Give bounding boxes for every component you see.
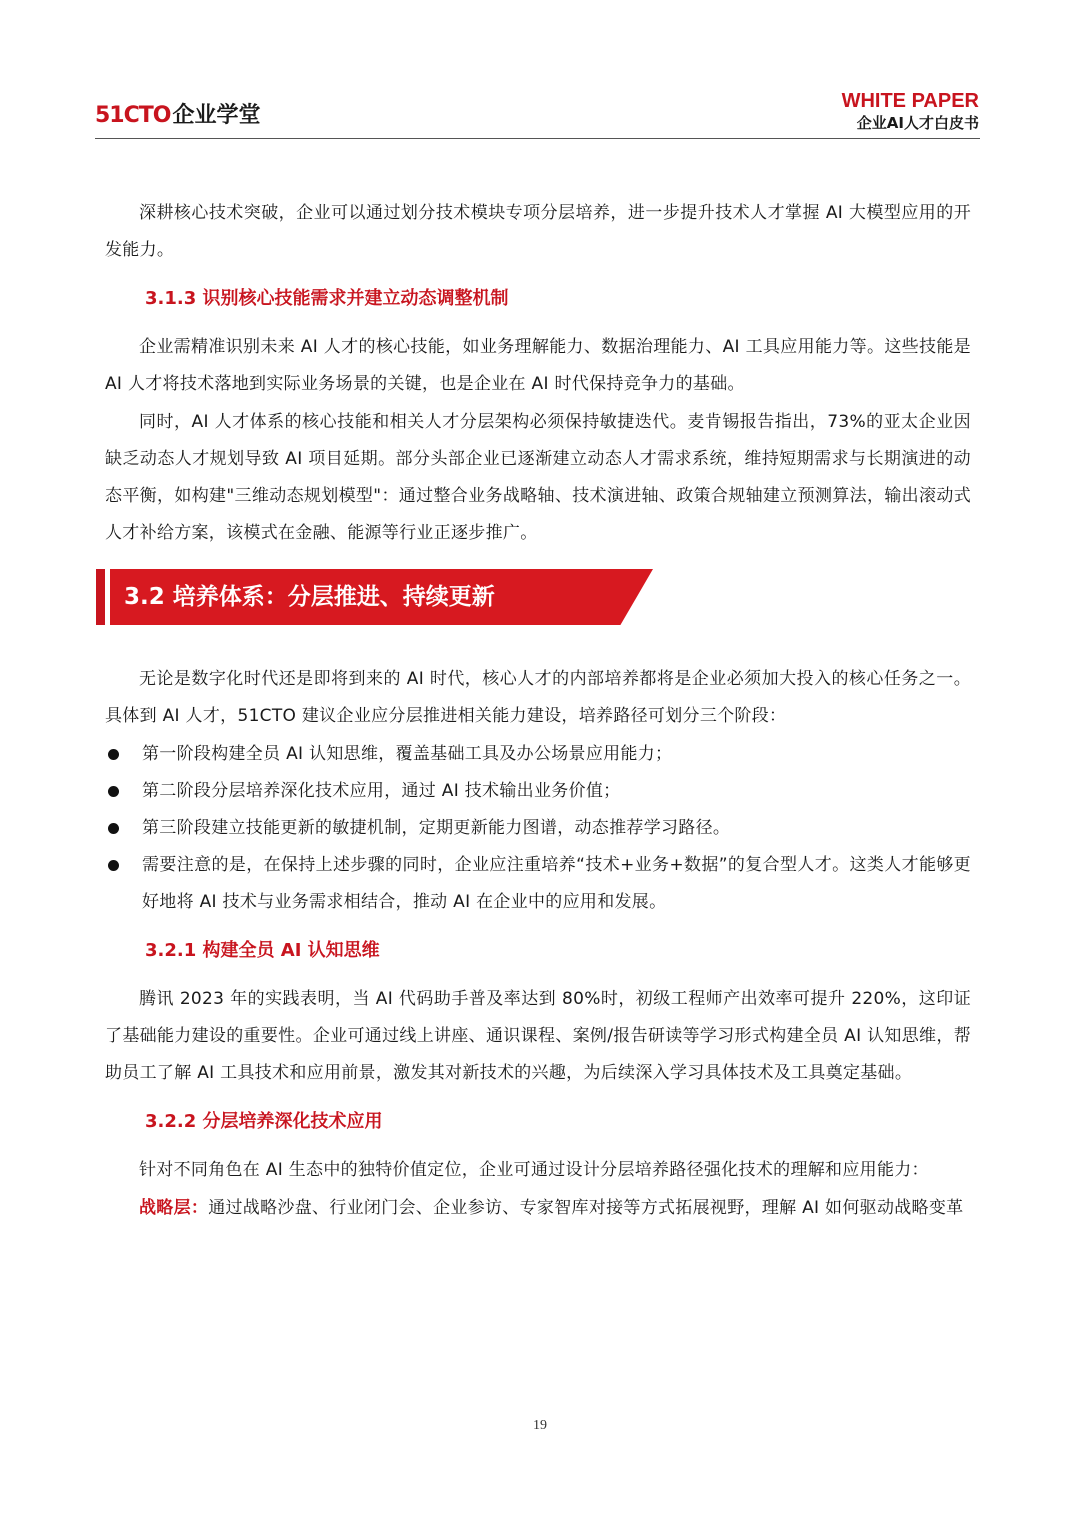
list-item-text: 第三阶段建立技能更新的敏捷机制，定期更新能力图谱，动态推荐学习路径。 <box>142 818 731 838</box>
section-3-2-paragraph: 无论是数字化时代还是即将到来的 AI 时代，核心人才的内部培养都将是企业必须加大投入的核心任务之一。具体到 AI 人才，51CTO 建议企业应分层推进相关能力建设，培养路径可划分三个阶段： <box>105 669 971 726</box>
bullet-icon <box>108 786 119 797</box>
section-3-2-2-heading: 3.2.2 分层培养深化技术应用 <box>145 1111 383 1132</box>
bullet-icon <box>108 860 119 871</box>
list-item-text: 第一阶段构建全员 AI 认知思维，覆盖基础工具及办公场景应用能力； <box>142 744 673 764</box>
list-item-text: 需要注意的是，在保持上述步骤的同时，企业应注重培养“技术+业务+数据”的复合型人才。这类人才能够更好地将 AI 技术与业务需求相结合，推动 AI 在企业中的应用和发展。 <box>142 855 971 912</box>
section-3-1-3-paragraph-1: 企业需精准识别未来 AI 人才的核心技能，如业务理解能力、数据治理能力、AI 工具应用能力等。这些技能是 AI 人才将技术落地到实际业务场景的关键，也是企业在 AI 时代保持竞争力的基础。 <box>105 337 971 394</box>
banner-accent-bar <box>96 569 105 625</box>
white-paper-label <box>842 90 979 133</box>
section-3-2-title: 3.2 培养体系：分层推进、持续更新 <box>124 584 495 610</box>
logo-brand: 51CTO <box>95 103 171 128</box>
section-3-2-1-paragraph: 腾讯 2023 年的实践表明，当 AI 代码助手普及率达到 80%时，初级工程师产出效率可提升 220%，这印证了基础能力建设的重要性。企业可通过线上讲座、通识课程、案例/报告研读等学习形式构建全员 AI 认知思维，帮助员工了解 AI 工具技术和应用前景，激发其对新技术的兴趣，为后续深入学习具体技术及工具奠定基础。 <box>105 989 971 1083</box>
section-3-2-1-heading: 3.2.1 构建全员 AI 认知思维 <box>145 940 380 961</box>
page-number: 19 <box>533 1418 547 1433</box>
white-paper-title: WHITE PAPER <box>841 90 979 112</box>
list-item <box>105 810 971 847</box>
white-paper-subtitle: 企业AI人才白皮书 <box>856 114 979 132</box>
strategy-layer-label: 战略层： <box>139 1198 209 1218</box>
logo-suffix: 企业学堂 <box>172 103 261 128</box>
page-content <box>105 195 971 1228</box>
bullet-icon <box>108 823 119 834</box>
stage-list <box>105 736 971 921</box>
list-item <box>105 736 971 773</box>
logo <box>95 102 261 130</box>
section-3-2-banner <box>96 569 971 625</box>
header-divider <box>95 138 980 139</box>
bullet-icon <box>108 749 119 760</box>
list-item-text: 第二阶段分层培养深化技术应用，通过 AI 技术输出业务价值； <box>142 781 621 801</box>
strategy-layer-paragraph <box>105 1190 971 1227</box>
strategy-layer-text: 通过战略沙盘、行业闭门会、企业参访、专家智库对接等方式拓展视野，理解 AI 如何驱动战略变革 <box>208 1198 964 1218</box>
section-3-1-3-heading: 3.1.3 识别核心技能需求并建立动态调整机制 <box>145 288 509 309</box>
list-item <box>105 773 971 810</box>
section-3-1-3-paragraph-2: 同时，AI 人才体系的核心技能和相关人才分层架构必须保持敏捷迭代。麦肯锡报告指出，73%的亚太企业因缺乏动态人才规划导致 AI 项目延期。部分头部企业已逐渐建立动态人才需求系统，维持短期需求与长期演进的动态平衡，如构建"三维动态规划模型"：通过整合业务战略轴、技术演进轴、政策合规轴建立预测算法，输出滚动式人才补给方案，该模式在金融、能源等行业正逐步推广。 <box>105 412 971 543</box>
section-3-2-2-paragraph: 针对不同角色在 AI 生态中的独特价值定位，企业可通过设计分层培养路径强化技术的理解和应用能力： <box>139 1160 929 1180</box>
intro-paragraph: 深耕核心技术突破，企业可以通过划分技术模块专项分层培养，进一步提升技术人才掌握 AI 大模型应用的开发能力。 <box>105 203 971 260</box>
list-item <box>105 847 971 921</box>
